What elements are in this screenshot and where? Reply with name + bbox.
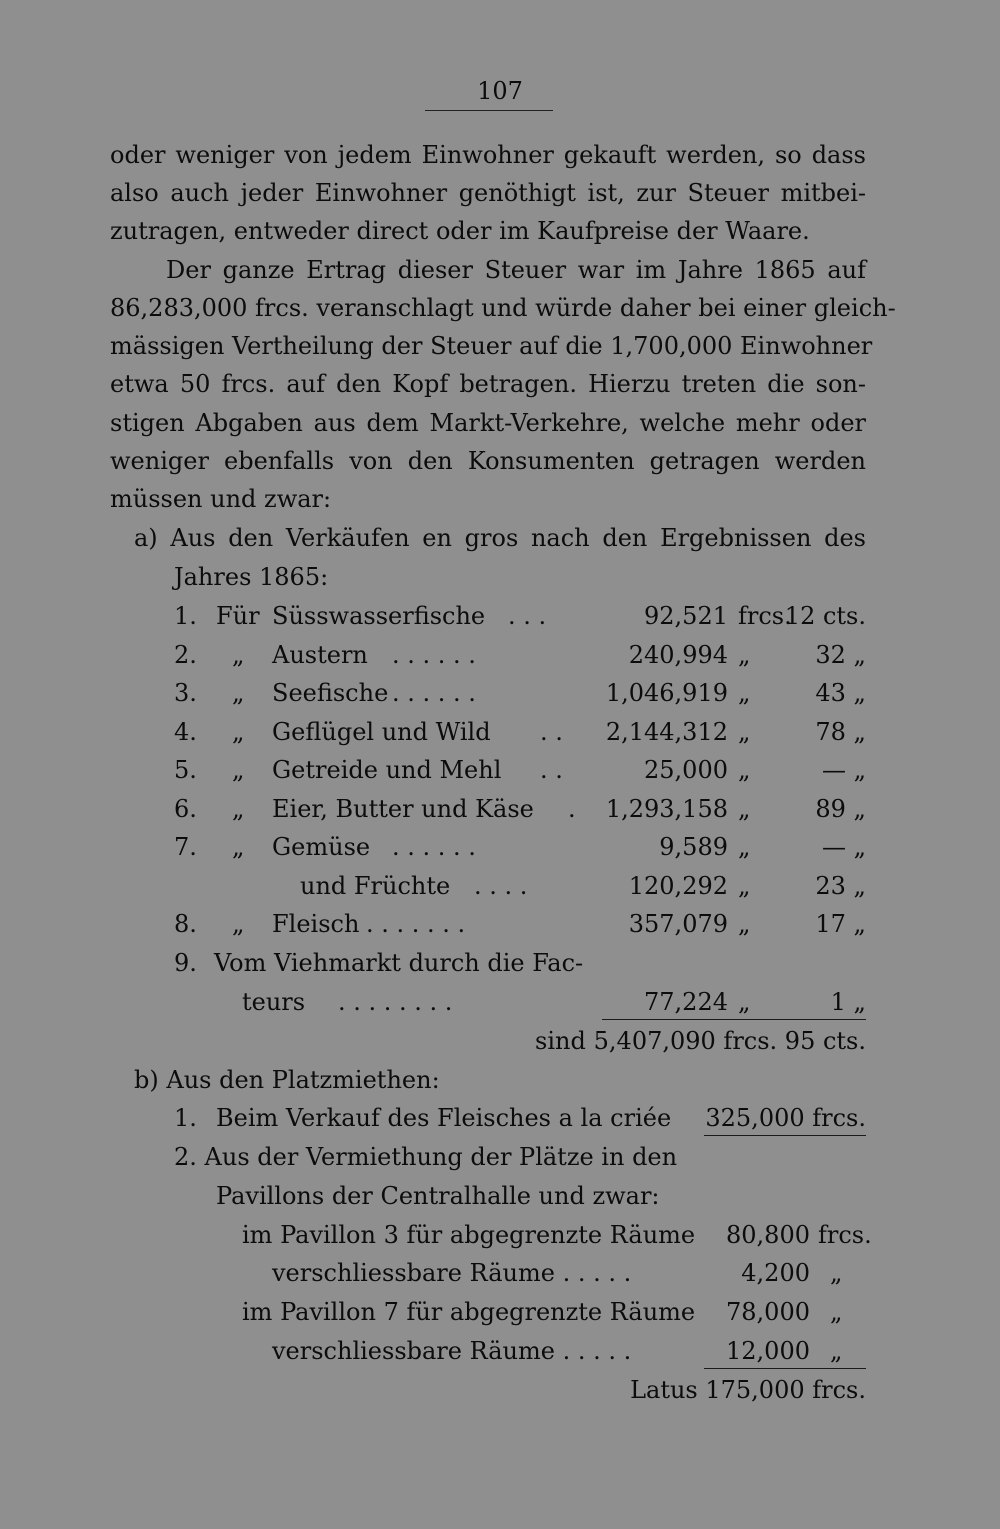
item-label: teurs bbox=[242, 988, 306, 1016]
item-cents: 32 „ bbox=[815, 641, 866, 669]
item-cents: 23 „ bbox=[815, 872, 866, 900]
item-number: 1. bbox=[174, 602, 197, 630]
item-amount: 325,000 frcs. bbox=[705, 1104, 866, 1132]
item-number: 9. bbox=[174, 949, 197, 977]
item-amount: 80,800 bbox=[726, 1221, 810, 1249]
table-row bbox=[0, 948, 1000, 978]
section-a-heading: a) Aus den Verkäufen en gros nach den Ergebnissen des bbox=[134, 524, 866, 552]
item-label: verschliessbare Räume . . . . . bbox=[272, 1259, 632, 1287]
table-row bbox=[0, 601, 1000, 631]
ditto-mark: „ bbox=[232, 795, 245, 823]
item-amount: 1,293,158 bbox=[605, 795, 728, 823]
ditto-mark: Für bbox=[216, 602, 260, 630]
table-row bbox=[0, 755, 1000, 785]
item-label: und Früchte bbox=[300, 872, 451, 900]
item-currency: „ bbox=[738, 756, 751, 784]
table-row bbox=[0, 832, 1000, 862]
sum-rule bbox=[602, 1019, 866, 1020]
paragraph-line: stigen Abgaben aus dem Markt-Verkehre, welche mehr oder bbox=[110, 409, 866, 437]
latus-rule bbox=[704, 1368, 866, 1369]
item-label: Geflügel und Wild bbox=[272, 718, 491, 746]
leader-dots: . . . . . . . . bbox=[338, 988, 453, 1016]
table-row bbox=[0, 678, 1000, 708]
paragraph-line: etwa 50 frcs. auf den Kopf betragen. Hierzu treten die son- bbox=[110, 370, 866, 398]
item-amount: 25,000 bbox=[644, 756, 728, 784]
item-label: Süsswasserfische bbox=[272, 602, 486, 630]
item-label: verschliessbare Räume . . . . . bbox=[272, 1337, 632, 1365]
header-rule bbox=[425, 110, 553, 111]
item-amount: 4,200 bbox=[741, 1259, 810, 1287]
table-row bbox=[0, 1336, 1000, 1366]
item-cents: 17 „ bbox=[815, 910, 866, 938]
section-a-heading-cont: Jahres 1865: bbox=[174, 563, 329, 591]
item-number: 8. bbox=[174, 910, 197, 938]
table-row bbox=[0, 794, 1000, 824]
item-number: 6. bbox=[174, 795, 197, 823]
item-number: 7. bbox=[174, 833, 197, 861]
table-row bbox=[0, 1258, 1000, 1288]
table-row bbox=[0, 1297, 1000, 1327]
item-label: Austern bbox=[272, 641, 368, 669]
paragraph-line: mässigen Vertheilung der Steuer auf die 1,700,000 Einwohner bbox=[110, 332, 873, 360]
item-currency: frcs. bbox=[738, 602, 792, 630]
leader-dots: . . . . . . . bbox=[366, 910, 466, 938]
table-row bbox=[0, 640, 1000, 670]
ditto-mark: „ bbox=[232, 679, 245, 707]
item-unit: „ bbox=[830, 1337, 843, 1365]
item-amount: 78,000 bbox=[726, 1298, 810, 1326]
leader-dots: . . bbox=[540, 756, 563, 784]
item-label: Fleisch bbox=[272, 910, 360, 938]
page-number: 107 bbox=[477, 77, 523, 105]
leader-dots: . . . . . . bbox=[392, 679, 476, 707]
leader-dots: . bbox=[568, 795, 576, 823]
table-row bbox=[0, 717, 1000, 747]
table-row bbox=[0, 909, 1000, 939]
item-number: 5. bbox=[174, 756, 197, 784]
item-cents: 1 „ bbox=[830, 988, 866, 1016]
table-row bbox=[0, 871, 1000, 901]
paragraph-line: oder weniger von jedem Einwohner gekauft werden, so dass bbox=[110, 141, 866, 169]
leader-dots: . . . . . . bbox=[392, 641, 476, 669]
item-cents: 89 „ bbox=[815, 795, 866, 823]
paragraph-line: müssen und zwar: bbox=[110, 485, 332, 513]
item-cents: 78 „ bbox=[815, 718, 866, 746]
latus-row bbox=[0, 1375, 1000, 1405]
table-row bbox=[0, 1181, 1000, 1211]
item-amount: 12,000 bbox=[726, 1337, 810, 1365]
item-cents: — „ bbox=[821, 756, 866, 784]
item-currency: „ bbox=[738, 795, 751, 823]
sum-label: sind bbox=[535, 1027, 586, 1055]
item-amount: 240,994 bbox=[628, 641, 728, 669]
sum-row bbox=[0, 1026, 1000, 1056]
item-amount: 9,589 bbox=[659, 833, 728, 861]
leader-dots: . . bbox=[540, 718, 563, 746]
item-number: 4. bbox=[174, 718, 197, 746]
item-amount: 357,079 bbox=[628, 910, 728, 938]
item-currency: „ bbox=[738, 910, 751, 938]
ditto-mark: „ bbox=[232, 833, 245, 861]
item-number: 1. bbox=[174, 1104, 197, 1132]
item-label: Eier, Butter und Käse bbox=[272, 795, 534, 823]
item-amount: 1,046,919 bbox=[605, 679, 728, 707]
item-label: Seefische bbox=[272, 679, 389, 707]
section-b-heading: b) Aus den Platzmiethen: bbox=[134, 1066, 440, 1094]
item-label: Vom Viehmarkt durch die Fac- bbox=[214, 949, 584, 977]
paragraph-line: also auch jeder Einwohner genöthigt ist, zur Steuer mitbei- bbox=[110, 179, 866, 207]
item-cents: 12 cts. bbox=[784, 602, 866, 630]
table-row bbox=[0, 1142, 1000, 1172]
ditto-mark: „ bbox=[232, 756, 245, 784]
paragraph-line: 86,283,000 frcs. veranschlagt und würde daher bei einer gleich- bbox=[110, 294, 896, 322]
table-row bbox=[0, 1220, 1000, 1250]
item-number: 2. bbox=[174, 641, 197, 669]
item-amount: 77,224 bbox=[644, 988, 728, 1016]
item-unit: frcs. bbox=[818, 1221, 872, 1249]
leader-dots: . . . . . . bbox=[392, 833, 476, 861]
item-cents: 43 „ bbox=[815, 679, 866, 707]
item-amount: 120,292 bbox=[628, 872, 728, 900]
item-label: Gemüse bbox=[272, 833, 371, 861]
item-currency: „ bbox=[738, 641, 751, 669]
ditto-mark: „ bbox=[232, 641, 245, 669]
item-label: im Pavillon 7 für abgegrenzte Räume bbox=[242, 1298, 696, 1326]
item-cents: — „ bbox=[821, 833, 866, 861]
item-label: 2. Aus der Vermiethung der Plätze in den bbox=[174, 1143, 678, 1171]
paragraph-line: weniger ebenfalls von den Konsumenten getragen werden bbox=[110, 447, 866, 475]
section-b-heading-row bbox=[0, 1065, 1000, 1095]
paragraph-line: zutragen, entweder direct oder im Kaufpreise der Waare. bbox=[110, 217, 810, 245]
item-label: Getreide und Mehl bbox=[272, 756, 502, 784]
table-row bbox=[0, 1103, 1000, 1133]
subtotal-rule bbox=[704, 1135, 866, 1136]
item-unit: „ bbox=[830, 1259, 843, 1287]
leader-dots: . . . bbox=[508, 602, 547, 630]
table-row bbox=[0, 987, 1000, 1017]
ditto-mark: „ bbox=[232, 910, 245, 938]
paragraph-line: Der ganze Ertrag dieser Steuer war im Jahre 1865 auf bbox=[166, 256, 866, 284]
item-unit: „ bbox=[830, 1298, 843, 1326]
item-label: Pavillons der Centralhalle und zwar: bbox=[216, 1182, 660, 1210]
item-currency: „ bbox=[738, 718, 751, 746]
item-currency: „ bbox=[738, 872, 751, 900]
item-currency: „ bbox=[738, 679, 751, 707]
latus-total: Latus 175,000 frcs. bbox=[630, 1376, 866, 1404]
item-currency: „ bbox=[738, 988, 751, 1016]
leader-dots: . . . . bbox=[474, 872, 528, 900]
item-number: 3. bbox=[174, 679, 197, 707]
item-amount: 2,144,312 bbox=[605, 718, 728, 746]
item-label: Beim Verkauf des Fleisches a la criée bbox=[216, 1104, 672, 1132]
sum-amount: 5,407,090 frcs. 95 cts. bbox=[593, 1027, 866, 1055]
item-label: im Pavillon 3 für abgegrenzte Räume bbox=[242, 1221, 696, 1249]
ditto-mark: „ bbox=[232, 718, 245, 746]
item-currency: „ bbox=[738, 833, 751, 861]
item-amount: 92,521 bbox=[644, 602, 728, 630]
